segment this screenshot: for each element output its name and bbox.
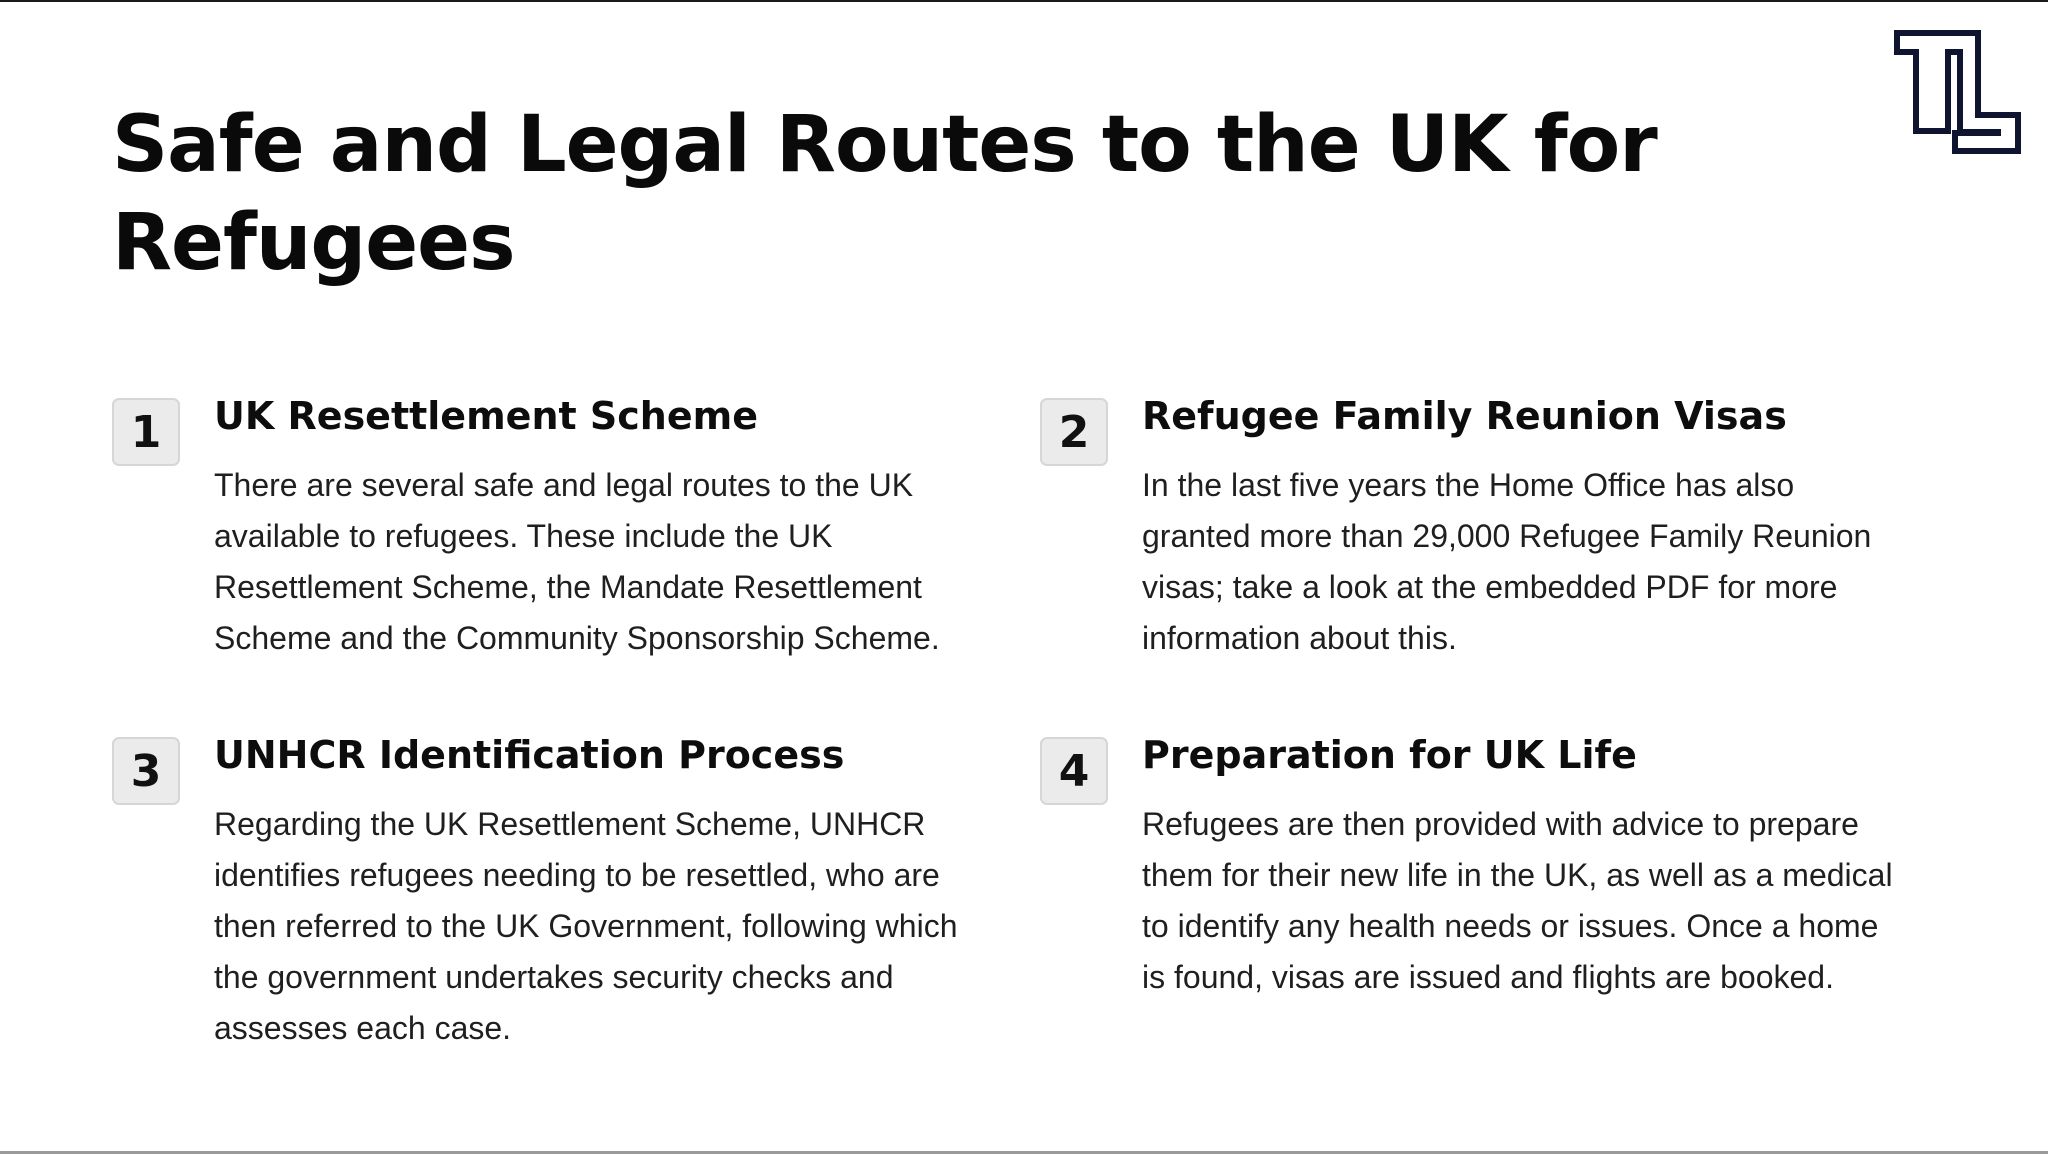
t-letter-logo-icon: [1894, 30, 2022, 155]
description-line: Refugees are then provided with advice to prepare: [1142, 806, 1859, 842]
description-line: them for their new life in the UK, as well as a medical: [1142, 857, 1893, 893]
step-description: [1142, 460, 1942, 664]
description-line: the government undertakes security checks and: [214, 959, 894, 995]
description-line: information about this.: [1142, 620, 1457, 656]
description-line: then referred to the UK Government, following which: [214, 908, 958, 944]
step-description: [214, 799, 1014, 1054]
description-line: In the last five years the Home Office has also: [1142, 467, 1795, 503]
description-line: available to refugees. These include the UK: [214, 518, 833, 554]
description-line: Scheme and the Community Sponsorship Scheme.: [214, 620, 940, 656]
step-number-badge: 4: [1040, 737, 1108, 805]
step-heading: Preparation for UK Life: [1142, 733, 1637, 777]
step-heading: UNHCR Identification Process: [214, 733, 845, 777]
description-line: visas; take a look at the embedded PDF for more: [1142, 569, 1838, 605]
description-line: Resettlement Scheme, the Mandate Resettlement: [214, 569, 922, 605]
description-line: granted more than 29,000 Refugee Family Reunion: [1142, 518, 1872, 554]
step-description: [1142, 799, 1942, 1003]
description-line: to identify any health needs or issues. Once a home: [1142, 908, 1879, 944]
description-line: Regarding the UK Resettlement Scheme, UNHCR: [214, 806, 926, 842]
step-number-badge: 3: [112, 737, 180, 805]
description-line: is found, visas are issued and flights are booked.: [1142, 959, 1834, 995]
top-border: [0, 0, 2048, 2]
step-number-badge: 1: [112, 398, 180, 466]
description-line: There are several safe and legal routes to the UK: [214, 467, 914, 503]
description-line: assesses each case.: [214, 1010, 512, 1046]
step-heading: UK Resettlement Scheme: [214, 394, 758, 438]
description-line: identifies refugees needing to be resettled, who are: [214, 857, 940, 893]
page-title: Safe and Legal Routes to the UK for Refugees: [112, 100, 1657, 288]
step-heading: Refugee Family Reunion Visas: [1142, 394, 1787, 438]
step-description: [214, 460, 1014, 664]
step-number-badge: 2: [1040, 398, 1108, 466]
